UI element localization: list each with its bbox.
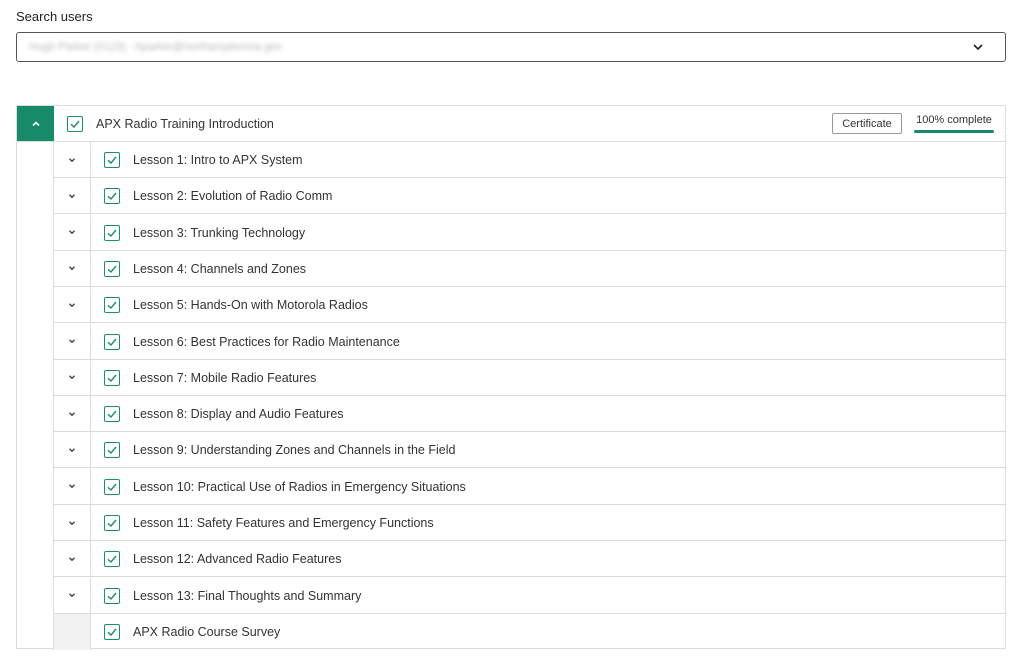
course-header	[17, 106, 1005, 142]
expand-lesson-button[interactable]	[54, 578, 91, 613]
lesson-label: Lesson 12: Advanced Radio Features	[133, 552, 342, 567]
checkmark-icon	[106, 481, 118, 493]
lesson-checkbox[interactable]	[104, 479, 120, 495]
lesson-checkbox[interactable]	[104, 225, 120, 241]
chevron-down-icon	[67, 445, 77, 455]
lesson-row[interactable]	[54, 469, 1005, 505]
chevron-down-icon	[67, 481, 77, 491]
checkmark-icon	[106, 444, 118, 456]
lesson-label: APX Radio Course Survey	[133, 624, 281, 639]
search-users-select[interactable]	[16, 32, 1006, 62]
expand-lesson-button[interactable]	[54, 360, 91, 395]
checkmark-icon	[106, 154, 118, 166]
lesson-label: Lesson 1: Intro to APX System	[133, 153, 303, 167]
chevron-down-icon	[67, 227, 77, 237]
chevron-down-icon	[67, 372, 77, 382]
expand-lesson-button[interactable]	[54, 287, 91, 322]
lesson-checkbox[interactable]	[104, 588, 120, 604]
lesson-row[interactable]	[54, 614, 1005, 650]
lesson-row[interactable]	[54, 142, 1005, 178]
checkmark-icon	[106, 626, 118, 638]
lesson-label: Lesson 13: Final Thoughts and Summary	[133, 588, 362, 603]
expand-lesson-button[interactable]	[54, 396, 91, 431]
lesson-checkbox[interactable]	[104, 442, 120, 458]
expand-lesson-button[interactable]	[54, 469, 91, 504]
lesson-row[interactable]	[54, 178, 1005, 214]
course-left-rail	[17, 142, 54, 650]
chevron-down-icon	[67, 263, 77, 273]
collapse-course-button[interactable]	[17, 106, 54, 141]
expand-lesson-button[interactable]	[54, 541, 91, 576]
lesson-label: Lesson 8: Display and Audio Features	[133, 407, 344, 422]
chevron-down-icon	[67, 191, 77, 201]
expand-lesson-button[interactable]	[54, 324, 91, 359]
lesson-label: Lesson 2: Evolution of Radio Comm	[133, 189, 333, 204]
lesson-row[interactable]	[54, 324, 1005, 360]
lesson-row[interactable]	[54, 578, 1005, 614]
lesson-checkbox[interactable]	[104, 188, 120, 204]
lesson-row[interactable]	[54, 360, 1005, 396]
course-title: APX Radio Training Introduction	[96, 117, 274, 131]
lesson-row[interactable]	[54, 287, 1005, 323]
lesson-checkbox[interactable]	[104, 624, 120, 640]
lesson-row[interactable]	[54, 396, 1005, 432]
chevron-down-icon[interactable]	[971, 40, 985, 54]
expand-lesson-button[interactable]	[54, 505, 91, 540]
expand-lesson-button[interactable]	[54, 251, 91, 286]
selected-user-value: Hugh Parker (#123) - hparker@northamptonma.gov	[29, 41, 282, 53]
checkmark-icon	[106, 372, 118, 384]
checkmark-icon	[106, 299, 118, 311]
chevron-up-icon	[30, 118, 42, 130]
checkmark-icon	[106, 227, 118, 239]
lesson-checkbox[interactable]	[104, 551, 120, 567]
lesson-label: Lesson 6: Best Practices for Radio Maintenance	[133, 334, 400, 349]
chevron-down-icon	[67, 300, 77, 310]
expand-lesson-button[interactable]	[54, 178, 91, 213]
lesson-label: Lesson 4: Channels and Zones	[133, 261, 307, 276]
checkmark-icon	[106, 336, 118, 348]
lesson-checkbox[interactable]	[104, 406, 120, 422]
progress-bar	[914, 130, 994, 133]
expand-lesson-button[interactable]	[54, 215, 91, 250]
lesson-checkbox[interactable]	[104, 334, 120, 350]
course-complete-checkbox[interactable]	[67, 116, 83, 132]
checkmark-icon	[106, 553, 118, 565]
progress-fill	[914, 130, 994, 133]
expand-lesson-button[interactable]	[54, 142, 91, 177]
lesson-label: Lesson 10: Practical Use of Radios in Emergency Situations	[133, 479, 466, 494]
checkmark-icon	[106, 408, 118, 420]
lesson-row[interactable]	[54, 215, 1005, 251]
chevron-down-icon	[67, 409, 77, 419]
expand-lesson-button[interactable]	[54, 432, 91, 467]
chevron-down-icon	[67, 336, 77, 346]
lesson-row[interactable]	[54, 505, 1005, 541]
checkmark-icon	[106, 190, 118, 202]
lesson-checkbox[interactable]	[104, 515, 120, 531]
course-progress	[914, 114, 994, 133]
lesson-row[interactable]	[54, 432, 1005, 468]
chevron-down-icon	[67, 155, 77, 165]
certificate-button[interactable]: Certificate	[832, 113, 902, 134]
lesson-label: Lesson 5: Hands-On with Motorola Radios	[133, 298, 368, 313]
chevron-down-icon	[67, 554, 77, 564]
progress-text: 100% complete	[916, 114, 992, 126]
lesson-checkbox[interactable]	[104, 297, 120, 313]
course-panel	[16, 105, 1006, 649]
checkmark-icon	[106, 590, 118, 602]
lesson-label: Lesson 7: Mobile Radio Features	[133, 370, 317, 385]
lesson-checkbox[interactable]	[104, 370, 120, 386]
lesson-label: Lesson 11: Safety Features and Emergency Functions	[133, 516, 434, 530]
lesson-checkbox[interactable]	[104, 261, 120, 277]
checkmark-icon	[106, 263, 118, 275]
checkmark-icon	[69, 118, 81, 130]
lesson-checkbox[interactable]	[104, 152, 120, 168]
lesson-label: Lesson 3: Trunking Technology	[133, 225, 306, 240]
checkmark-icon	[106, 517, 118, 529]
chevron-down-icon	[67, 590, 77, 600]
search-users-label: Search users	[16, 9, 93, 24]
expand-cell-empty	[54, 614, 91, 650]
lesson-row[interactable]	[54, 541, 1005, 577]
chevron-down-icon	[67, 518, 77, 528]
lesson-row[interactable]	[54, 251, 1005, 287]
lesson-label: Lesson 9: Understanding Zones and Channels in the Field	[133, 443, 456, 458]
